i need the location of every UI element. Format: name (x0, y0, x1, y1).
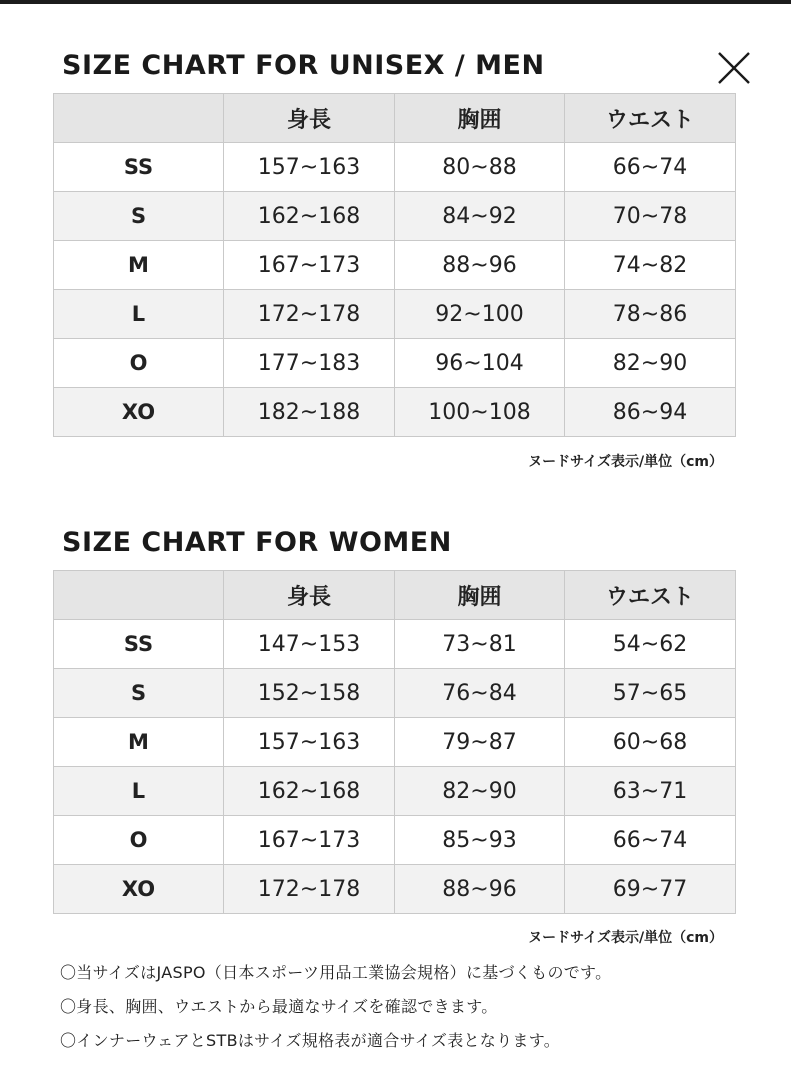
waist-cell: 66~74 (565, 816, 736, 865)
chest-cell: 92~100 (395, 290, 565, 339)
waist-cell: 54~62 (565, 620, 736, 669)
size-cell: M (54, 241, 224, 290)
height-cell: 157~163 (224, 718, 395, 767)
women-chart-title: SIZE CHART FOR WOMEN (62, 527, 452, 558)
waist-cell: 63~71 (565, 767, 736, 816)
size-cell: L (54, 290, 224, 339)
chest-cell: 84~92 (395, 192, 565, 241)
chest-cell: 85~93 (395, 816, 565, 865)
table-row (54, 669, 736, 718)
table-row (54, 192, 736, 241)
size-cell: XO (54, 865, 224, 914)
table-row (54, 816, 736, 865)
chest-cell: 96~104 (395, 339, 565, 388)
header-cell-height: 身長 (224, 94, 395, 143)
header-cell-size (54, 94, 224, 143)
size-cell: O (54, 339, 224, 388)
height-cell: 162~168 (224, 192, 395, 241)
table-row (54, 865, 736, 914)
top-border (0, 0, 791, 4)
height-cell: 147~153 (224, 620, 395, 669)
chest-cell: 80~88 (395, 143, 565, 192)
note-jaspo: 〇当サイズはJASPO（日本スポーツ用品工業協会規格）に基づくものです。 (60, 963, 612, 982)
waist-cell: 60~68 (565, 718, 736, 767)
height-cell: 177~183 (224, 339, 395, 388)
waist-cell: 66~74 (565, 143, 736, 192)
height-cell: 167~173 (224, 816, 395, 865)
header-cell-size (54, 571, 224, 620)
height-cell: 167~173 (224, 241, 395, 290)
women-unit-note: ヌードサイズ表示/単位（cm） (528, 930, 723, 946)
chest-cell: 79~87 (395, 718, 565, 767)
notes-list (60, 958, 611, 1060)
waist-cell: 69~77 (565, 865, 736, 914)
men-chart-title: SIZE CHART FOR UNISEX / MEN (62, 50, 545, 81)
waist-cell: 57~65 (565, 669, 736, 718)
women-size-table (53, 570, 736, 914)
table-row (54, 620, 736, 669)
close-icon[interactable] (716, 50, 752, 86)
height-cell: 157~163 (224, 143, 395, 192)
chest-cell: 76~84 (395, 669, 565, 718)
height-cell: 182~188 (224, 388, 395, 437)
men-size-table (53, 93, 736, 437)
table-row (54, 339, 736, 388)
size-cell: M (54, 718, 224, 767)
table-row (54, 388, 736, 437)
waist-cell: 70~78 (565, 192, 736, 241)
size-cell: S (54, 192, 224, 241)
height-cell: 172~178 (224, 290, 395, 339)
table-row (54, 718, 736, 767)
header-cell-chest: 胸囲 (395, 571, 565, 620)
height-cell: 172~178 (224, 865, 395, 914)
chest-cell: 100~108 (395, 388, 565, 437)
chest-cell: 88~96 (395, 865, 565, 914)
header-cell-waist: ウエスト (565, 571, 736, 620)
men-unit-note: ヌードサイズ表示/単位（cm） (528, 454, 723, 470)
note-innerwear: 〇インナーウェアとSTBはサイズ規格表が適合サイズ表となります。 (60, 1031, 561, 1050)
size-cell: SS (54, 143, 224, 192)
header-row (54, 571, 736, 620)
waist-cell: 86~94 (565, 388, 736, 437)
chest-cell: 88~96 (395, 241, 565, 290)
chest-cell: 73~81 (395, 620, 565, 669)
note-measurement: 〇身長、胸囲、ウエストから最適なサイズを確認できます。 (60, 997, 498, 1016)
waist-cell: 78~86 (565, 290, 736, 339)
size-cell: SS (54, 620, 224, 669)
chest-cell: 82~90 (395, 767, 565, 816)
size-cell: L (54, 767, 224, 816)
table-row (54, 767, 736, 816)
header-cell-waist: ウエスト (565, 94, 736, 143)
header-cell-height: 身長 (224, 571, 395, 620)
size-cell: S (54, 669, 224, 718)
size-cell: O (54, 816, 224, 865)
waist-cell: 82~90 (565, 339, 736, 388)
table-row (54, 143, 736, 192)
header-row (54, 94, 736, 143)
size-cell: XO (54, 388, 224, 437)
close-icon-glyph (716, 50, 752, 86)
height-cell: 162~168 (224, 767, 395, 816)
table-row (54, 290, 736, 339)
header-cell-chest: 胸囲 (395, 94, 565, 143)
height-cell: 152~158 (224, 669, 395, 718)
table-row (54, 241, 736, 290)
waist-cell: 74~82 (565, 241, 736, 290)
